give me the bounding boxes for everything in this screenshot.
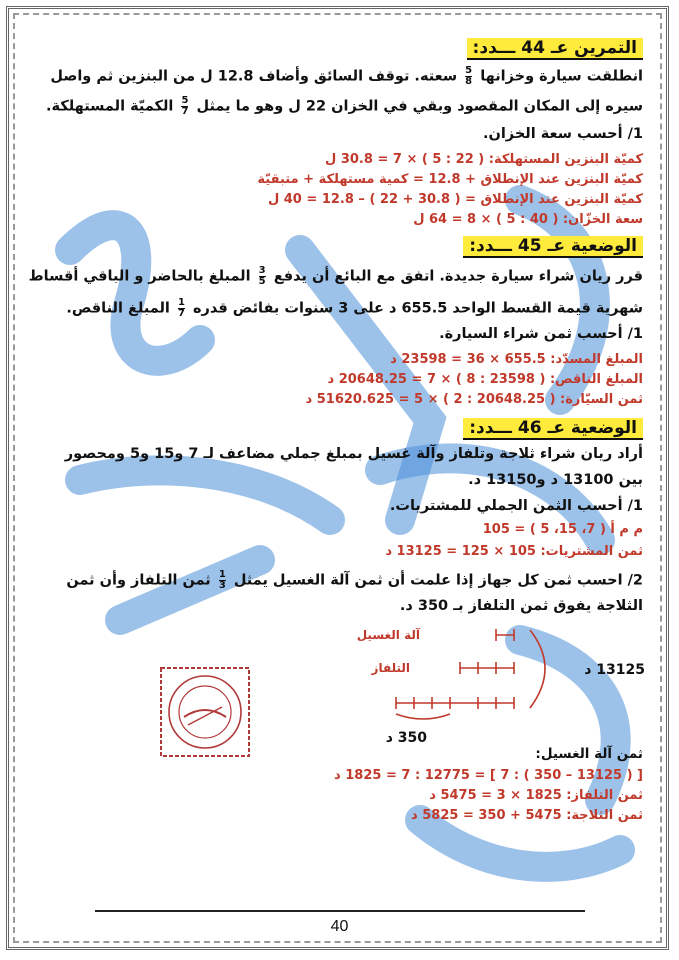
text-segment: الكميّة المستهلكة. <box>46 98 174 115</box>
denominator: 8 <box>465 76 473 87</box>
text-segment: سيره إلى المكان المقصود وبقي في الخزان 22 ل وهو ما يمثل <box>196 98 643 115</box>
exercise-44-answer-2: كميّة البنزين عند الإنطلاق + 12.8 = كمية مستهلكة + متبقيّة <box>257 172 643 187</box>
extra-brace <box>396 714 450 719</box>
denominator: 5 <box>258 276 266 287</box>
exercise-46-text-line1: أراد ريان شراء ثلاجة وتلفاز وآلة غسيل بمبلغ جملي مضاعف لـ 7 و15 و5 ومحصور <box>64 446 643 462</box>
exercise-45-answer-1: المبلغ المسدّد: 655.5 × 36 = 23598 د <box>390 352 643 367</box>
exercise-44-heading: التمرين عـ 44 ـــدد: <box>467 38 643 60</box>
exercise-44-question-1: 1/ أحسب سعة الخزان. <box>482 126 643 142</box>
numerator: 5 <box>465 65 473 76</box>
exercise-46-question-1: 1/ أحسب الثمن الجملي للمشتريات. <box>389 498 643 514</box>
text-segment: شهرية قيمة القسط الواحد 655.5 د على 3 سنوات بفائض قدره <box>192 300 643 317</box>
exercise-44-answer-4: سعة الخزّان: ( 40 : 5 ) × 8 = 64 ل <box>413 212 643 227</box>
page-number: 40 <box>330 918 349 935</box>
numerator: 3 <box>258 265 266 276</box>
exercise-46-question-2-line2: الثلاجة يفوق ثمن التلفاز بـ 350 د. <box>399 598 643 614</box>
diagram-label-total: 13125 د <box>584 662 645 678</box>
seal-stamp <box>158 665 252 759</box>
exercise-45-heading: الوضعية عـ 45 ـــدد: <box>463 236 643 258</box>
exercise-46-answer-washer: [ ( 13125 – 350 ) : 7 ] = 12775 : 7 = 1825 د <box>334 768 643 783</box>
total-brace <box>530 630 545 708</box>
exercise-45-answer-3: ثمن السيّارة: ( 20648.25 : 2 ) × 5 = 51620.625 د <box>305 392 643 407</box>
exercise-46-answer-fridge: ثمن الثلاجة: 5475 + 350 = 5825 د <box>411 808 643 823</box>
denominator: 7 <box>181 106 189 117</box>
exercise-44-answer-3: كميّة البنزين عند الإنطلاق = ( 30.8 + 22 ) – 12.8 = 40 ل <box>267 192 643 207</box>
numerator: 1 <box>218 569 226 580</box>
exercise-46-heading: الوضعية عـ 46 ـــدد: <box>463 418 643 440</box>
diagram-label-washer: آلة الغسيل <box>356 628 420 642</box>
text-segment: المبلغ بالحاضر و الباقي أقساط <box>28 268 251 285</box>
denominator: 7 <box>177 308 185 319</box>
exercise-45-question-1: 1/ أحسب ثمن شراء السيارة. <box>439 326 643 342</box>
footer-rule <box>95 910 585 912</box>
text-segment: قرر ريان شراء سيارة جديدة. اتفق مع البائع أن يدفع <box>273 268 643 285</box>
exercise-46-text-line2: بين 13100 د و13150 د. <box>468 472 643 488</box>
exercise-46-answer-2: ثمن المشتريات: 105 × 125 = 13125 د <box>385 544 643 559</box>
exercise-46-answer-1: م م أ ( 7، 15، 5 ) = 105 <box>482 522 643 537</box>
exercise-46-answer-washer-label: ثمن آلة الغسيل: <box>535 746 643 762</box>
text-segment: 2/ احسب ثمن كل جهاز إذا علمت أن ثمن آلة الغسيل يمثل <box>233 572 643 589</box>
denominator: 3 <box>218 580 226 591</box>
text-segment: ثمن التلفاز وأن ثمن <box>66 572 211 589</box>
exercise-44-answer-1: كميّة البنزين المستهلكة: ( 22 : 5 ) × 7 = 30.8 ل <box>325 152 643 167</box>
text-segment: المبلغ الناقص. <box>66 300 170 317</box>
diagram-label-extra: 350 د <box>385 730 427 746</box>
exercise-45-answer-2: المبلغ الناقص: ( 23598 : 8 ) × 7 = 20648.25 د <box>327 372 643 387</box>
diagram-label-tv: التلفاز <box>371 661 410 675</box>
text-segment: سعته. توقف السائق وأضاف 12.8 ل من البنزين ثم واصل <box>50 68 458 85</box>
numerator: 5 <box>181 95 189 106</box>
exercise-46-answer-tv: ثمن التلفاز: 1825 × 3 = 5475 د <box>429 788 643 803</box>
numerator: 1 <box>177 297 185 308</box>
text-segment: انطلقت سيارة وخزانها <box>480 68 643 85</box>
